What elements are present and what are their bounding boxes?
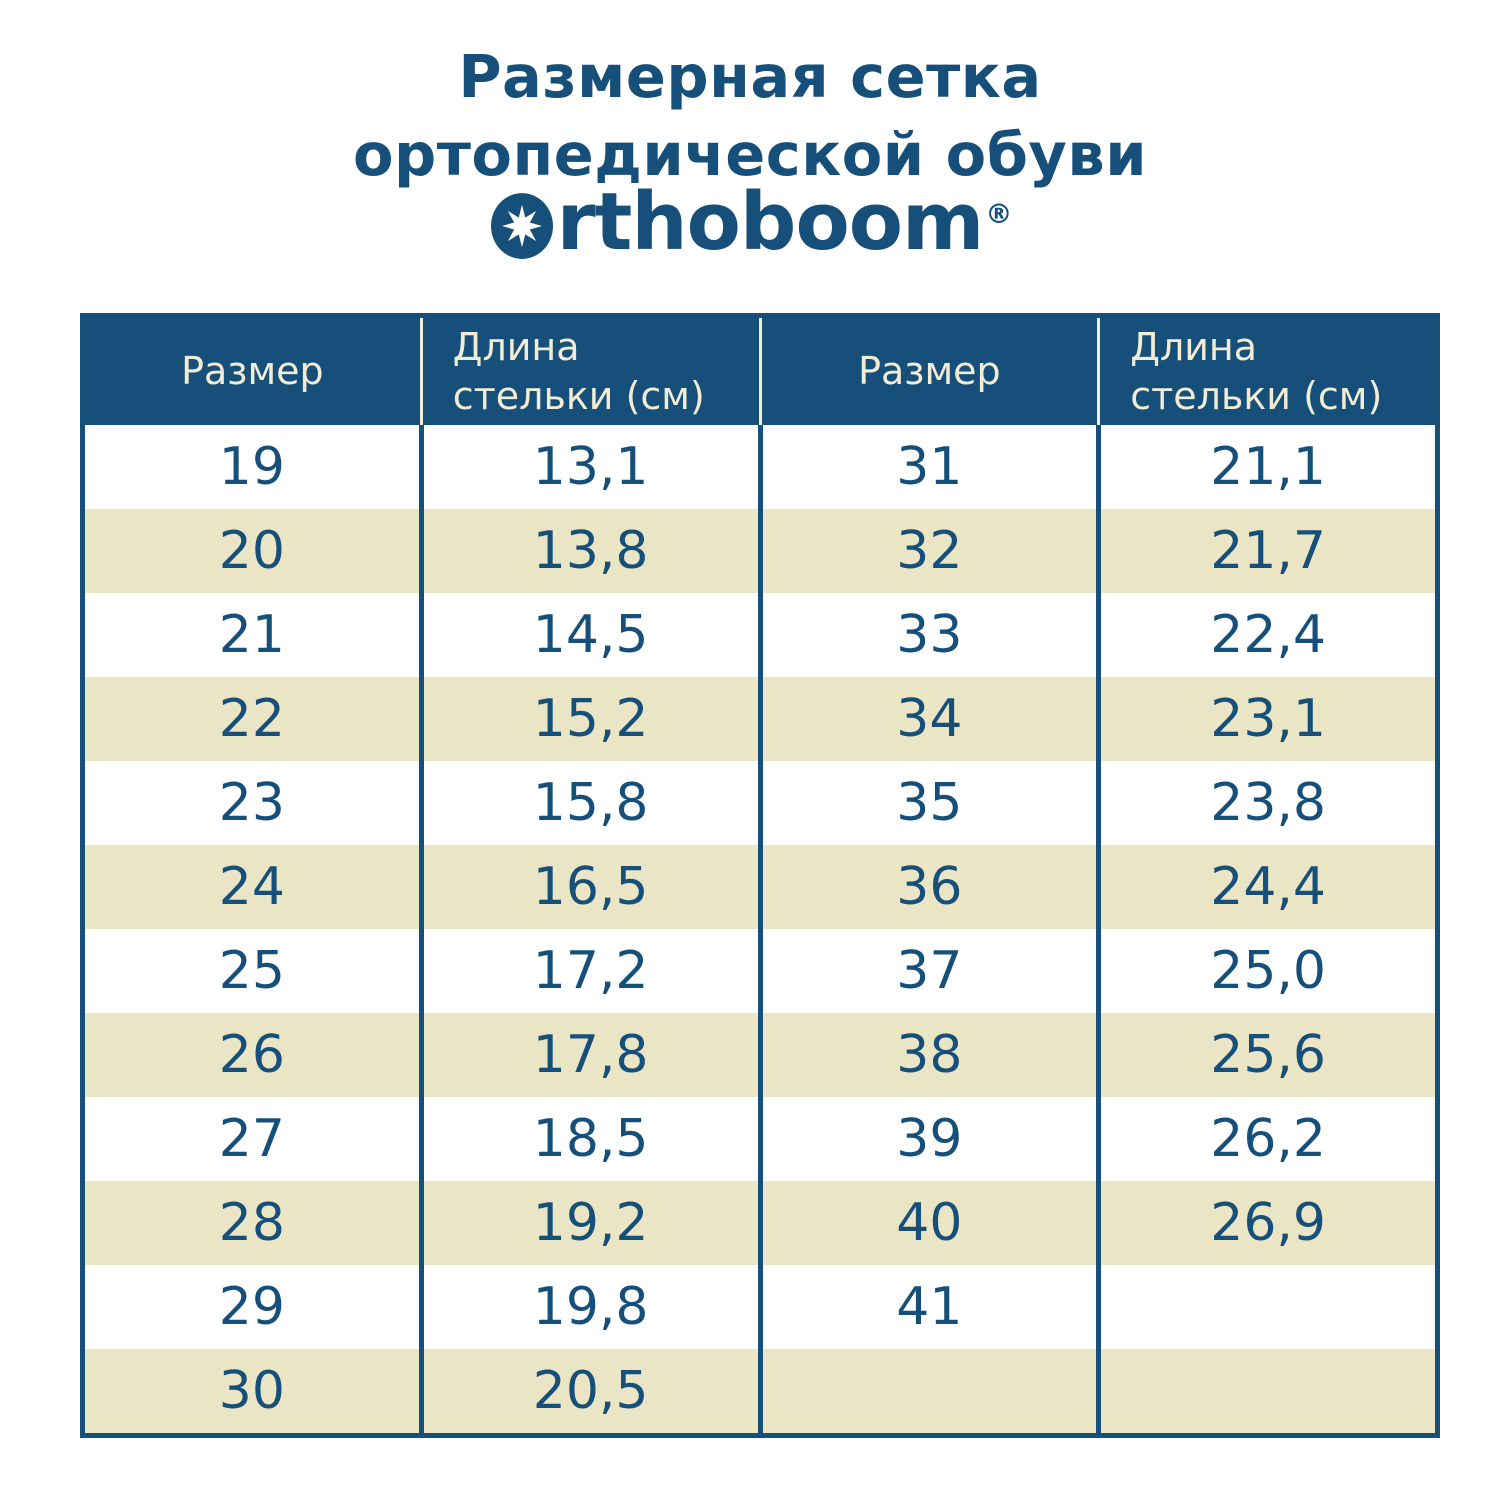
size-chart-table [80,313,1440,1438]
table-row [83,425,1438,509]
size-cell: 31 [760,425,1099,509]
size-cell: 41 [760,1265,1099,1349]
insole-cell: 26,9 [1099,1181,1438,1265]
table-row [83,929,1438,1013]
header-size-left [83,316,422,426]
size-cell: 40 [760,1181,1099,1265]
size-cell: 20 [83,509,422,593]
table-body [83,425,1438,1436]
header-size-right [760,316,1099,426]
header-label: Размер [858,349,1001,394]
table-row [83,761,1438,845]
insole-cell: 17,2 [421,929,760,1013]
insole-cell: 20,5 [421,1349,760,1436]
table-row [83,1097,1438,1181]
table-header [83,316,1438,426]
table-row [83,845,1438,929]
table-row [83,509,1438,593]
size-cell [760,1349,1099,1436]
insole-cell: 25,6 [1099,1013,1438,1097]
star-in-circle-icon [490,192,554,260]
header-row [83,316,1438,426]
page-title-line-1: Размерная сетка [458,42,1042,111]
insole-cell: 26,2 [1099,1097,1438,1181]
size-cell: 39 [760,1097,1099,1181]
insole-cell: 16,5 [421,845,760,929]
insole-cell: 19,2 [421,1181,760,1265]
size-cell: 29 [83,1265,422,1349]
header-insole-right [1099,316,1438,426]
size-cell: 32 [760,509,1099,593]
size-cell: 34 [760,677,1099,761]
insole-cell: 21,1 [1099,425,1438,509]
insole-cell: 17,8 [421,1013,760,1097]
table-row [83,1013,1438,1097]
insole-cell: 25,0 [1099,929,1438,1013]
table-row [83,1181,1438,1265]
insole-cell: 21,7 [1099,509,1438,593]
size-cell: 33 [760,593,1099,677]
size-cell: 27 [83,1097,422,1181]
insole-cell: 23,1 [1099,677,1438,761]
insole-cell: 13,1 [421,425,760,509]
table-row [83,677,1438,761]
size-cell: 35 [760,761,1099,845]
registered-trademark-symbol: ® [985,198,1013,230]
insole-cell: 24,4 [1099,845,1438,929]
header-label: Длина [452,324,580,369]
size-cell: 25 [83,929,422,1013]
insole-cell: 13,8 [421,509,760,593]
size-cell: 37 [760,929,1099,1013]
table-row [83,1349,1438,1436]
table-row [83,593,1438,677]
header-label: Длина [1130,324,1258,369]
size-cell: 23 [83,761,422,845]
size-cell: 30 [83,1349,422,1436]
insole-cell [1099,1349,1438,1436]
insole-cell: 19,8 [421,1265,760,1349]
insole-cell: 18,5 [421,1097,760,1181]
page-title-line-2: ортопедической обуви [352,120,1148,189]
size-cell: 28 [83,1181,422,1265]
logo-wordmark: rthoboom [556,176,984,268]
size-cell: 22 [83,677,422,761]
brand-logo [0,176,1500,268]
insole-cell: 15,8 [421,761,760,845]
size-cell: 26 [83,1013,422,1097]
size-cell: 19 [83,425,422,509]
table-row [83,1265,1438,1349]
header-label: стельки (см) [452,373,705,418]
header-label: Размер [181,349,324,394]
size-cell: 38 [760,1013,1099,1097]
insole-cell: 15,2 [421,677,760,761]
insole-cell [1099,1265,1438,1349]
header-insole-left [421,316,760,426]
insole-cell: 22,4 [1099,593,1438,677]
size-cell: 21 [83,593,422,677]
insole-cell: 14,5 [421,593,760,677]
size-cell: 24 [83,845,422,929]
size-cell: 36 [760,845,1099,929]
orthoboom-logo [490,176,1013,268]
header-label: стельки (см) [1130,373,1383,418]
insole-cell: 23,8 [1099,761,1438,845]
